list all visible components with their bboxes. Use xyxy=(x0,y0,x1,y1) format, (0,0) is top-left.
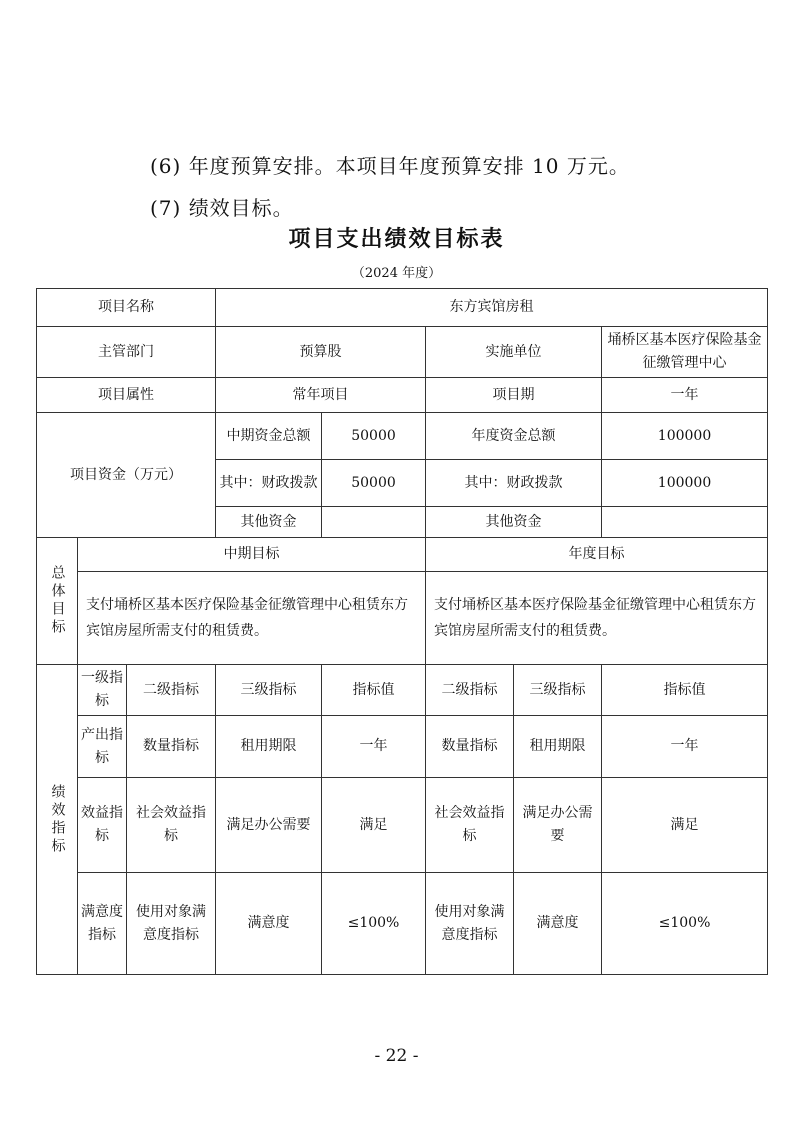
page-number: - 22 - xyxy=(374,1046,419,1066)
mid-goal-header: 中期目标 xyxy=(78,538,426,572)
impl-unit-value: 埇桥区基本医疗保险基金征缴管理中心 xyxy=(602,327,768,378)
mid-goal-text: 支付埇桥区基本医疗保险基金征缴管理中心租赁东方宾馆房屋所需支付的租赁费。 xyxy=(78,572,426,665)
performance-target-table xyxy=(36,288,768,975)
row-cell: ≤100% xyxy=(602,873,768,975)
mid-fiscal-label: 其中：财政拨款 xyxy=(216,460,322,507)
table-row xyxy=(37,716,768,778)
overall-goal-label: 总体目标 xyxy=(37,538,78,665)
row-cell: 满足 xyxy=(602,778,768,873)
year-total-value: 100000 xyxy=(602,413,768,460)
impl-unit-label: 实施单位 xyxy=(426,327,602,378)
attr-value: 常年项目 xyxy=(216,378,426,413)
paragraph-annual-budget: (6) 年度预算安排。本项目年度预算安排 10 万元。 xyxy=(150,154,630,178)
table-subtitle: （2024 年度） xyxy=(351,266,442,281)
row-cell: 使用对象满意度指标 xyxy=(426,873,514,975)
row-cell: 满意度指标 xyxy=(78,873,127,975)
row-cell: 满意度 xyxy=(514,873,602,975)
perf-indicator-label: 绩效指标 xyxy=(37,665,78,975)
header-level3-mid: 三级指标 xyxy=(216,665,322,716)
row-cell: 满足办公需要 xyxy=(514,778,602,873)
header-value-mid: 指标值 xyxy=(322,665,426,716)
mid-total-label: 中期资金总额 xyxy=(216,413,322,460)
row-cell: 产出指标 xyxy=(78,716,127,778)
header-level1: 一级指标 xyxy=(78,665,127,716)
year-goal-header: 年度目标 xyxy=(426,538,768,572)
row-cell: 效益指标 xyxy=(78,778,127,873)
row-cell: 社会效益指标 xyxy=(127,778,216,873)
paragraph-performance-goals: (7) 绩效目标。 xyxy=(150,196,294,220)
period-value: 一年 xyxy=(602,378,768,413)
row-cell: 满意度 xyxy=(216,873,322,975)
mid-fiscal-value: 50000 xyxy=(322,460,426,507)
year-other-value xyxy=(602,507,768,538)
row-cell: ≤100% xyxy=(322,873,426,975)
dept-value: 预算股 xyxy=(216,327,426,378)
dept-label: 主管部门 xyxy=(37,327,216,378)
header-level2-year: 二级指标 xyxy=(426,665,514,716)
table-title: 项目支出绩效目标表 xyxy=(288,227,505,252)
funds-label: 项目资金（万元） xyxy=(37,413,216,538)
mid-other-value xyxy=(322,507,426,538)
mid-total-value: 50000 xyxy=(322,413,426,460)
year-total-label: 年度资金总额 xyxy=(426,413,602,460)
year-goal-text: 支付埇桥区基本医疗保险基金征缴管理中心租赁东方宾馆房屋所需支付的租赁费。 xyxy=(426,572,768,665)
year-other-label: 其他资金 xyxy=(426,507,602,538)
year-fiscal-label: 其中：财政拨款 xyxy=(426,460,602,507)
header-level2-mid: 二级指标 xyxy=(127,665,216,716)
header-value-year: 指标值 xyxy=(602,665,768,716)
row-cell: 租用期限 xyxy=(216,716,322,778)
project-name-label: 项目名称 xyxy=(37,289,216,327)
year-fiscal-value: 100000 xyxy=(602,460,768,507)
row-cell: 一年 xyxy=(322,716,426,778)
attr-label: 项目属性 xyxy=(37,378,216,413)
row-cell: 使用对象满意度指标 xyxy=(127,873,216,975)
row-cell: 租用期限 xyxy=(514,716,602,778)
project-name-value: 东方宾馆房租 xyxy=(216,289,768,327)
header-level3-year: 三级指标 xyxy=(514,665,602,716)
row-cell: 数量指标 xyxy=(426,716,514,778)
period-label: 项目期 xyxy=(426,378,602,413)
row-cell: 满足办公需要 xyxy=(216,778,322,873)
row-cell: 社会效益指标 xyxy=(426,778,514,873)
table-row xyxy=(37,873,768,975)
row-cell: 满足 xyxy=(322,778,426,873)
table-row xyxy=(37,778,768,873)
mid-other-label: 其他资金 xyxy=(216,507,322,538)
row-cell: 数量指标 xyxy=(127,716,216,778)
row-cell: 一年 xyxy=(602,716,768,778)
